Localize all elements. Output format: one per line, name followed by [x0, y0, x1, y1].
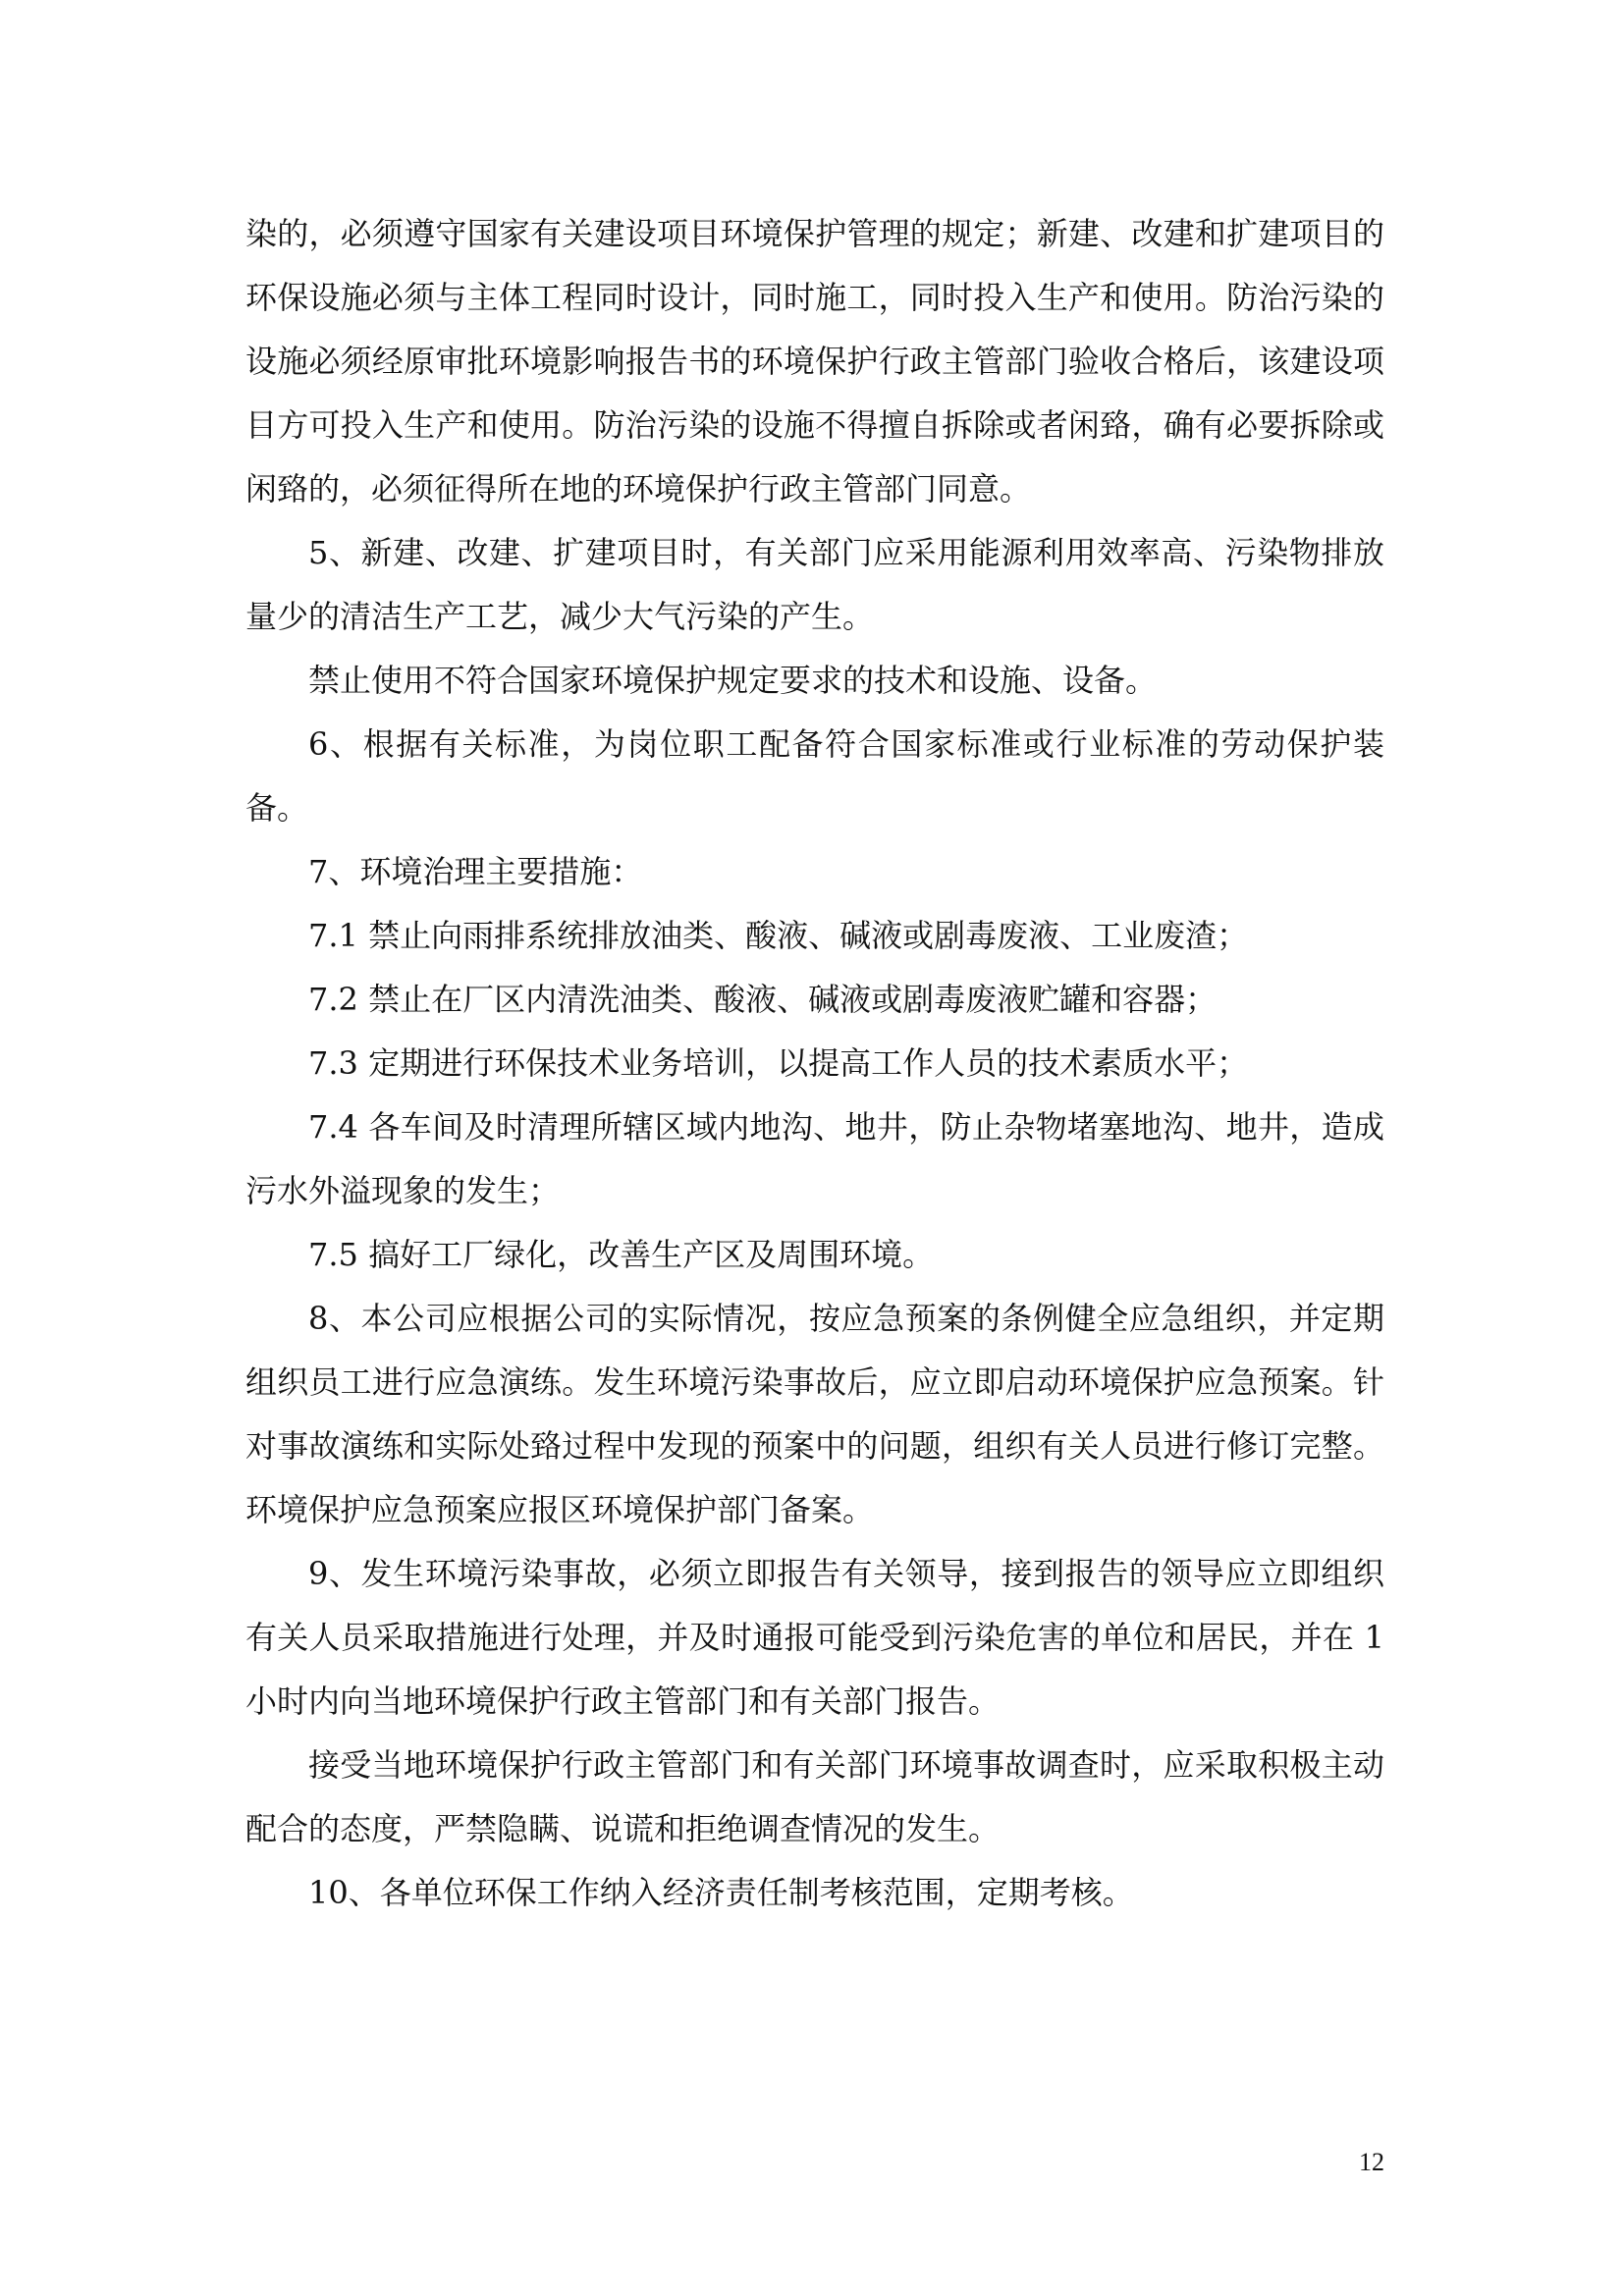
paragraph-continuation: 染的，必须遵守国家有关建设项目环境保护管理的规定；新建、改建和扩建项目的环保设施必须与主体工程同时设计，同时施工，同时投入生产和使用。防治污染的设施必须经原审批环境影响报告书的环境保护行政主管部门验收合格后，该建设项目方可投入生产和使用。防治污染的设施不得擅自拆除或者闲臵，确有必要拆除或闲臵的，必须征得所在地的环境保护行政主管部门同意。 — [245, 215, 1384, 507]
paragraph-item-8: 8、本公司应根据公司的实际情况，按应急预案的条例健全应急组织，并定期组织员工进行应急演练。发生环境污染事故后，应立即启动环境保护应急预案。针对事故演练和实际处臵过程中发现的预案中的问题，组织有关人员进行修订完整。环境保护应急预案应报区环境保护部门备案。 — [245, 1300, 1384, 1528]
paragraph-item-7-5: 7.5 搞好工厂绿化，改善生产区及周围环境。 — [308, 1236, 935, 1273]
page-number: 12 — [1359, 2148, 1384, 2176]
paragraph-item-7-4: 7.4 各车间及时清理所辖区域内地沟、地井，防止杂物堵塞地沟、地井，造成污水外溢现象的发生； — [245, 1108, 1384, 1209]
body-text — [245, 202, 1384, 1925]
paragraph-item-7-2: 7.2 禁止在厂区内清洗油类、酸液、碱液或剧毒废液贮罐和容器； — [308, 981, 1218, 1018]
paragraph-investigation: 接受当地环境保护行政主管部门和有关部门环境事故调查时，应采取积极主动配合的态度，严禁隐瞒、说谎和拒绝调查情况的发生。 — [245, 1746, 1384, 1847]
paragraph-item-9: 9、发生环境污染事故，必须立即报告有关领导，接到报告的领导应立即组织有关人员采取措施进行处理，并及时通报可能受到污染危害的单位和居民，并在 1 小时内向当地环境保护行政主管部门和有关部门报告。 — [245, 1555, 1384, 1720]
paragraph-item-7-3: 7.3 定期进行环保技术业务培训，以提高工作人员的技术素质水平； — [308, 1044, 1249, 1082]
paragraph-item-10: 10、各单位环保工作纳入经济责任制考核范围，定期考核。 — [308, 1874, 1134, 1911]
paragraph-prohibition: 禁止使用不符合国家环境保护规定要求的技术和设施、设备。 — [308, 662, 1158, 699]
paragraph-item-7: 7、环境治理主要措施： — [308, 853, 643, 890]
paragraph-item-5: 5、新建、改建、扩建项目时，有关部门应采用能源利用效率高、污染物排放量少的清洁生产工艺，减少大气污染的产生。 — [245, 534, 1384, 635]
paragraph-item-7-1: 7.1 禁止向雨排系统排放油类、酸液、碱液或剧毒废液、工业废渣； — [308, 917, 1249, 954]
paragraph-item-6: 6、根据有关标准，为岗位职工配备符合国家标准或行业标准的劳动保护装备。 — [245, 725, 1384, 827]
